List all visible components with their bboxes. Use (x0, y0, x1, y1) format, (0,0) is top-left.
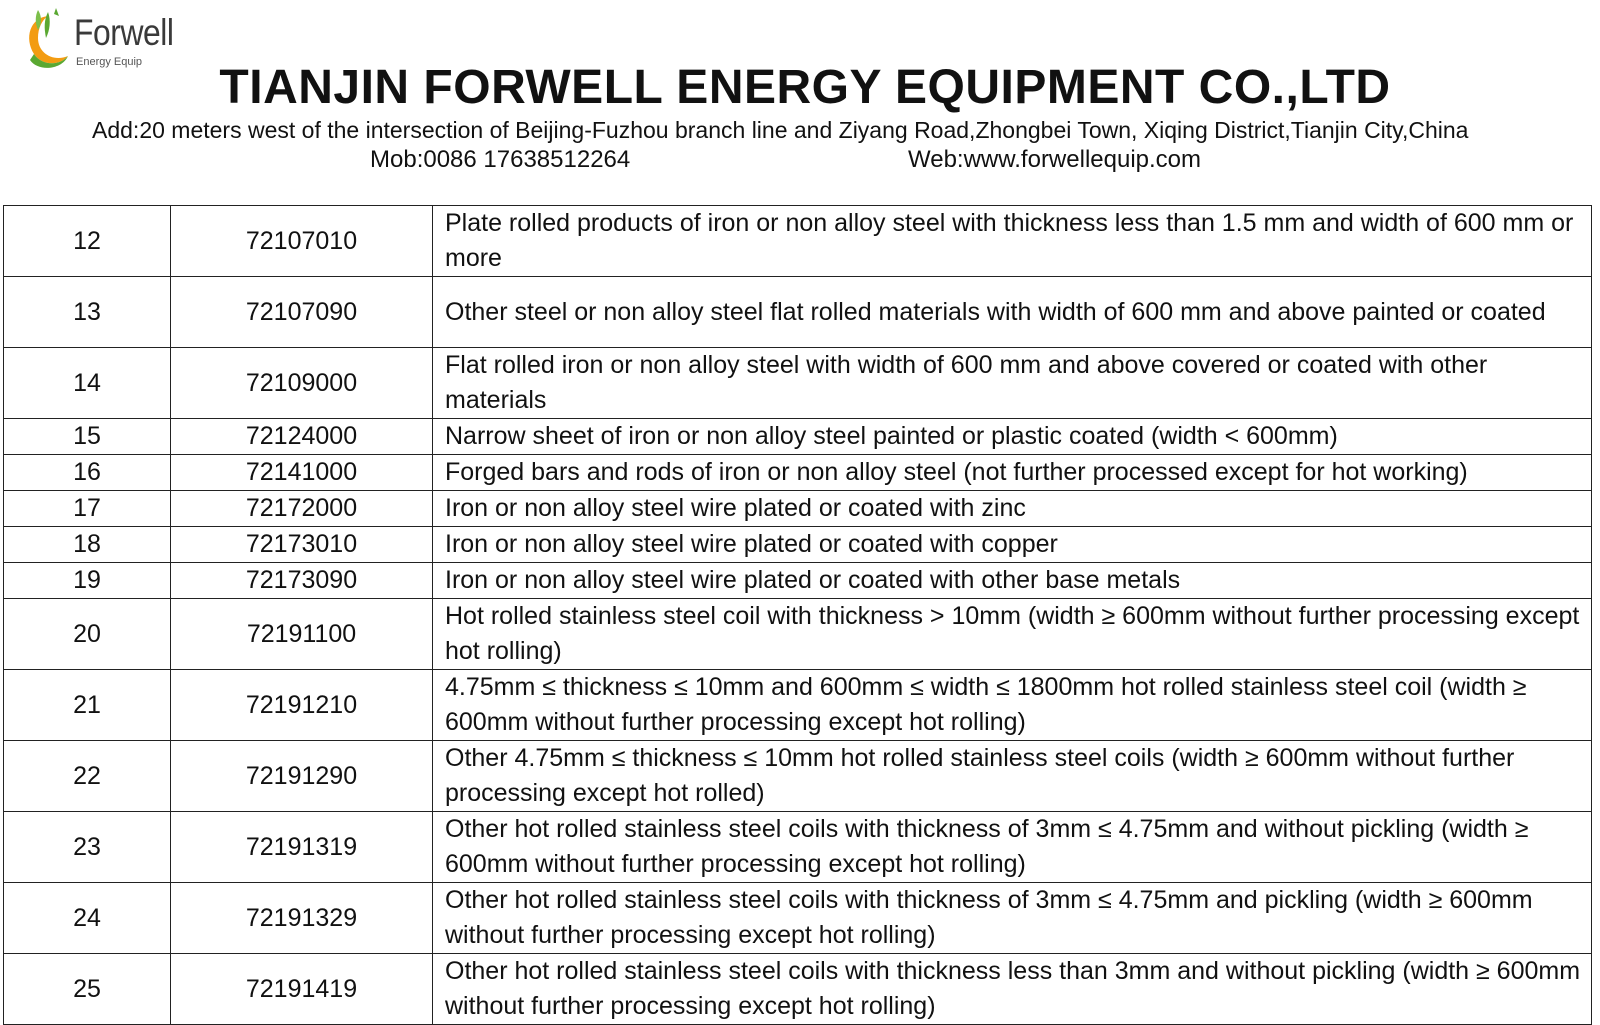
table-row (4, 741, 1592, 812)
hs-code-cell: 72191329 (171, 883, 433, 954)
row-number-cell: 24 (4, 883, 171, 954)
hs-code-cell: 72191100 (171, 599, 433, 670)
row-number-cell: 21 (4, 670, 171, 741)
hs-code-cell: 72173090 (171, 563, 433, 599)
row-number-cell: 20 (4, 599, 171, 670)
hs-code-cell: 72107090 (171, 277, 433, 348)
row-number-cell: 18 (4, 527, 171, 563)
hs-code-cell: 72173010 (171, 527, 433, 563)
description-cell: Hot rolled stainless steel coil with thickness > 10mm (width ≥ 600mm without further processing except hot rolling) (433, 599, 1592, 670)
table-row (4, 599, 1592, 670)
description-cell: 4.75mm ≤ thickness ≤ 10mm and 600mm ≤ width ≤ 1800mm hot rolled stainless steel coil (width ≥ 600mm without further processing except hot rolling) (433, 670, 1592, 741)
description-cell: Iron or non alloy steel wire plated or coated with copper (433, 527, 1592, 563)
description-cell: Other hot rolled stainless steel coils with thickness less than 3mm and without pickling (width ≥ 600mm without further processing except hot rolling) (433, 954, 1592, 1025)
row-number-cell: 13 (4, 277, 171, 348)
table-row (4, 206, 1592, 277)
table-row (4, 670, 1592, 741)
table-row (4, 455, 1592, 491)
hs-code-cell: 72191210 (171, 670, 433, 741)
row-number-cell: 17 (4, 491, 171, 527)
row-number-cell: 15 (4, 419, 171, 455)
description-cell: Other hot rolled stainless steel coils with thickness of 3mm ≤ 4.75mm and without pickling (width ≥ 600mm without further processing except hot rolling) (433, 812, 1592, 883)
description-cell: Other steel or non alloy steel flat rolled materials with width of 600 mm and above painted or coated (433, 277, 1592, 348)
hs-code-cell: 72191319 (171, 812, 433, 883)
description-cell: Iron or non alloy steel wire plated or coated with zinc (433, 491, 1592, 527)
table-row (4, 812, 1592, 883)
row-number-cell: 23 (4, 812, 171, 883)
hs-code-cell: 72141000 (171, 455, 433, 491)
logo-wordmark: Forwell (74, 12, 174, 53)
table-row (4, 491, 1592, 527)
table-row (4, 348, 1592, 419)
table-row (4, 277, 1592, 348)
description-cell: Plate rolled products of iron or non alloy steel with thickness less than 1.5 mm and width of 600 mm or more (433, 206, 1592, 277)
row-number-cell: 16 (4, 455, 171, 491)
row-number-cell: 12 (4, 206, 171, 277)
row-number-cell: 19 (4, 563, 171, 599)
row-number-cell: 25 (4, 954, 171, 1025)
logo-tagline: Energy Equip (76, 56, 143, 68)
description-cell: Flat rolled iron or non alloy steel with width of 600 mm and above covered or coated with other materials (433, 348, 1592, 419)
hs-code-cell: 72191419 (171, 954, 433, 1025)
hs-code-cell: 72107010 (171, 206, 433, 277)
description-cell: Other 4.75mm ≤ thickness ≤ 10mm hot rolled stainless steel coils (width ≥ 600mm without further processing except hot rolled) (433, 741, 1592, 812)
table-row (4, 419, 1592, 455)
company-website: Web:www.forwellequip.com (908, 146, 1202, 173)
company-address: Add:20 meters west of the intersection of Beijing-Fuzhou branch line and Ziyang Road,Zhongbei Town, Xiqing District,Tianjin City,China (92, 117, 1469, 143)
row-number-cell: 14 (4, 348, 171, 419)
description-cell: Forged bars and rods of iron or non alloy steel (not further processed except for hot working) (433, 455, 1592, 491)
hs-code-cell: 72109000 (171, 348, 433, 419)
table-row (4, 527, 1592, 563)
table-row (4, 954, 1592, 1025)
hs-code-cell: 72191290 (171, 741, 433, 812)
description-cell: Other hot rolled stainless steel coils with thickness of 3mm ≤ 4.75mm and pickling (width ≥ 600mm without further processing except hot rolling) (433, 883, 1592, 954)
description-cell: Narrow sheet of iron or non alloy steel painted or plastic coated (width < 600mm) (433, 419, 1592, 455)
row-number-cell: 22 (4, 741, 171, 812)
table-row (4, 883, 1592, 954)
hs-code-cell: 72172000 (171, 491, 433, 527)
table-row (4, 563, 1592, 599)
description-cell: Iron or non alloy steel wire plated or coated with other base metals (433, 563, 1592, 599)
hs-code-table (3, 205, 1592, 1025)
company-name: TIANJIN FORWELL ENERGY EQUIPMENT CO.,LTD (219, 61, 1391, 114)
company-mobile: Mob:0086 17638512264 (370, 146, 631, 173)
hs-code-cell: 72124000 (171, 419, 433, 455)
